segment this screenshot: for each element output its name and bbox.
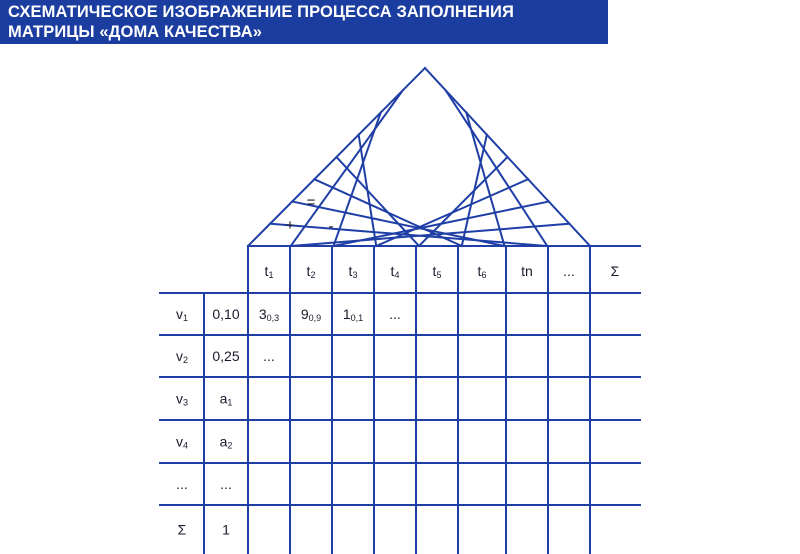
roof-plus-symbol: +	[285, 217, 295, 234]
matrix-labels	[176, 263, 620, 538]
column-header: t2	[306, 263, 316, 280]
roof-minus-symbol: -	[328, 218, 334, 235]
column-header: t5	[432, 263, 442, 280]
matrix-cell-value: 30,3	[258, 306, 280, 323]
row-label: ...	[176, 476, 188, 492]
row-weight: a1	[219, 390, 233, 408]
column-header: t6	[477, 263, 487, 280]
column-header: t4	[390, 263, 400, 280]
roof-grid-line	[270, 224, 547, 246]
matrix-cell-value: ...	[263, 348, 275, 364]
row-label: v2	[175, 348, 189, 365]
row-label: v1	[175, 306, 189, 323]
row-weight: 0,10	[212, 306, 240, 322]
row-label: v4	[175, 433, 189, 451]
column-header: ...	[563, 263, 575, 279]
column-header: Σ	[610, 263, 620, 279]
matrix-cell-value: 90,9	[300, 306, 322, 323]
row-label: v3	[175, 390, 189, 408]
column-header: t3	[348, 263, 358, 280]
matrix-cell-value: ...	[389, 306, 401, 322]
row-label: Σ	[177, 521, 187, 538]
title-line-1: СХЕМАТИЧЕСКОЕ ИЗОБРАЖЕНИЕ ПРОЦЕССА ЗАПОЛНЕНИЯ	[8, 3, 514, 21]
matrix-cell-value: 10,1	[342, 306, 364, 323]
row-weight: 1	[222, 521, 230, 538]
row-weight: 0,25	[212, 348, 240, 364]
roof-equals-symbol: =	[306, 194, 316, 211]
correlation-roof	[248, 68, 590, 246]
column-header: t1	[264, 263, 274, 280]
row-weight: a2	[219, 433, 233, 451]
row-weight: ...	[220, 476, 232, 492]
title-line-2: МАТРИЦЫ «ДОМА КАЧЕСТВА»	[8, 23, 262, 41]
column-header: tn	[521, 263, 533, 279]
